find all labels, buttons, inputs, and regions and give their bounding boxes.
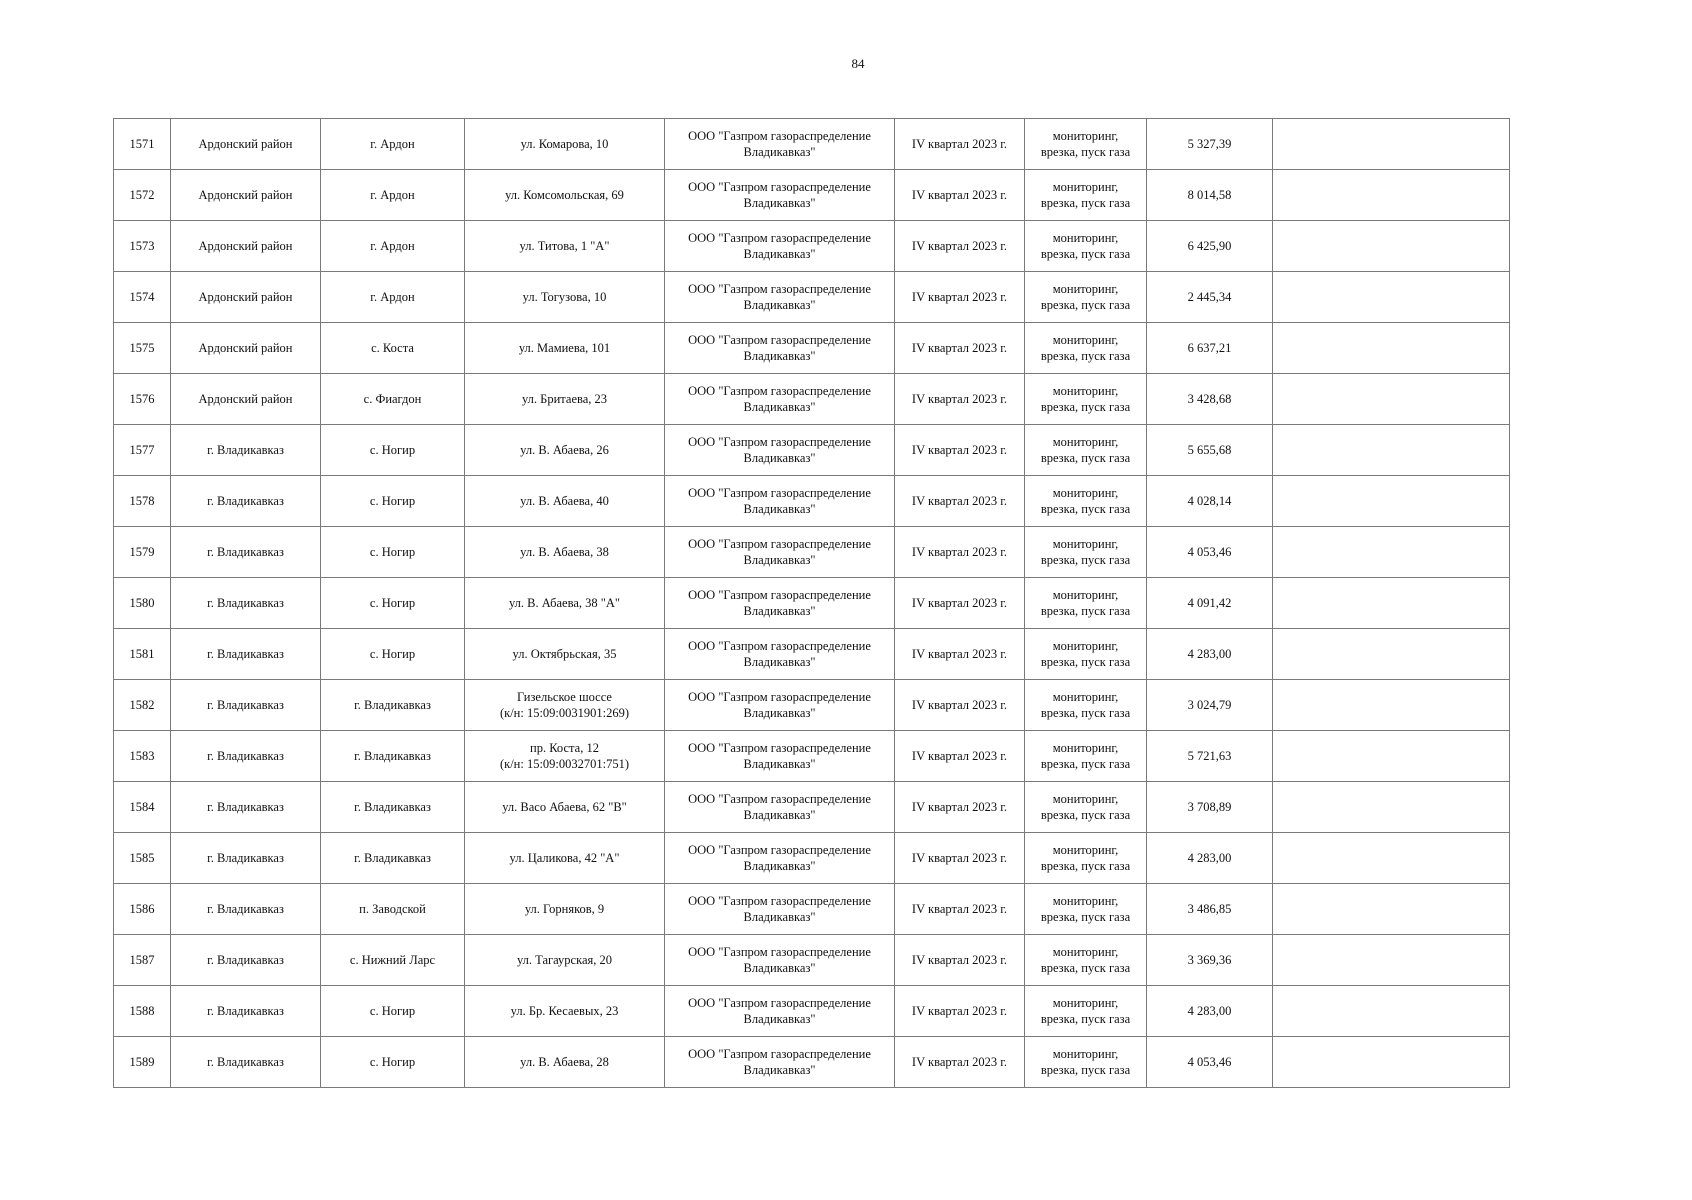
work-type-line-2: врезка, пуск газа	[1040, 910, 1131, 924]
settlement-cell: с. Ногир	[321, 1037, 465, 1088]
work-type-line-2: врезка, пуск газа	[1040, 298, 1131, 312]
district-cell: г. Владикавказ	[171, 986, 321, 1037]
work-type-line-1: мониторинг,	[1052, 180, 1119, 194]
work-type-line-1: мониторинг,	[1052, 384, 1119, 398]
organization-line-1: ООО "Газпром газораспределение	[688, 588, 871, 602]
period-cell: IV квартал 2023 г.	[895, 578, 1025, 629]
empty-cell	[1273, 374, 1510, 425]
work-type-line-1: мониторинг,	[1052, 741, 1119, 755]
table-row	[114, 578, 1510, 629]
amount-cell: 4 283,00	[1147, 833, 1273, 884]
row-number-cell: 1575	[114, 323, 171, 374]
period-cell: IV квартал 2023 г.	[895, 374, 1025, 425]
settlement-cell: г. Владикавказ	[321, 680, 465, 731]
empty-cell	[1273, 680, 1510, 731]
table-row	[114, 782, 1510, 833]
amount-cell: 4 283,00	[1147, 629, 1273, 680]
address-line: ул. Комсомольская, 69	[505, 188, 624, 202]
district-cell: Ардонский район	[171, 374, 321, 425]
table-row	[114, 986, 1510, 1037]
table-row	[114, 527, 1510, 578]
amount-cell: 6 425,90	[1147, 221, 1273, 272]
district-cell: г. Владикавказ	[171, 884, 321, 935]
address-cell	[465, 578, 665, 629]
work-type-line-1: мониторинг,	[1052, 129, 1119, 143]
organization-line-1: ООО "Газпром газораспределение	[688, 231, 871, 245]
row-number-cell: 1571	[114, 119, 171, 170]
work-type-cell	[1025, 476, 1147, 527]
amount-cell: 3 708,89	[1147, 782, 1273, 833]
empty-cell	[1273, 578, 1510, 629]
address-line: ул. В. Абаева, 40	[520, 494, 609, 508]
work-type-line-1: мониторинг,	[1052, 537, 1119, 551]
work-type-line-1: мониторинг,	[1052, 588, 1119, 602]
address-cell	[465, 935, 665, 986]
row-number-cell: 1580	[114, 578, 171, 629]
organization-line-2: Владикавказ"	[743, 961, 816, 975]
organization-cell	[665, 884, 895, 935]
settlement-cell: с. Нижний Ларс	[321, 935, 465, 986]
work-type-cell	[1025, 578, 1147, 629]
amount-cell: 3 486,85	[1147, 884, 1273, 935]
organization-line-1: ООО "Газпром газораспределение	[688, 384, 871, 398]
district-cell: г. Владикавказ	[171, 680, 321, 731]
amount-cell: 3 428,68	[1147, 374, 1273, 425]
settlement-cell: с. Ногир	[321, 629, 465, 680]
empty-cell	[1273, 476, 1510, 527]
empty-cell	[1273, 221, 1510, 272]
address-line: ул. Бритаева, 23	[521, 392, 608, 406]
work-type-line-2: врезка, пуск газа	[1040, 247, 1131, 261]
amount-cell: 4 053,46	[1147, 1037, 1273, 1088]
row-number-cell: 1573	[114, 221, 171, 272]
address-line: ул. В. Абаева, 38 "А"	[508, 596, 621, 610]
period-cell: IV квартал 2023 г.	[895, 119, 1025, 170]
period-cell: IV квартал 2023 г.	[895, 323, 1025, 374]
address-line: ул. В. Абаева, 38	[520, 545, 609, 559]
table-row	[114, 833, 1510, 884]
organization-cell	[665, 425, 895, 476]
empty-cell	[1273, 629, 1510, 680]
organization-line-1: ООО "Газпром газораспределение	[688, 690, 871, 704]
address-cell	[465, 1037, 665, 1088]
amount-cell: 4 283,00	[1147, 986, 1273, 1037]
work-type-cell	[1025, 833, 1147, 884]
address-line: ул. Тогузова, 10	[522, 290, 607, 304]
organization-cell	[665, 731, 895, 782]
organization-line-1: ООО "Газпром газораспределение	[688, 894, 871, 908]
period-cell: IV квартал 2023 г.	[895, 272, 1025, 323]
empty-cell	[1273, 731, 1510, 782]
empty-cell	[1273, 782, 1510, 833]
settlement-cell: с. Ногир	[321, 425, 465, 476]
settlement-cell: г. Ардон	[321, 170, 465, 221]
row-number-cell: 1588	[114, 986, 171, 1037]
settlement-cell: г. Владикавказ	[321, 731, 465, 782]
row-number-cell: 1584	[114, 782, 171, 833]
organization-line-2: Владикавказ"	[743, 706, 816, 720]
address-cell	[465, 833, 665, 884]
period-cell: IV квартал 2023 г.	[895, 1037, 1025, 1088]
organization-cell	[665, 782, 895, 833]
organization-cell	[665, 119, 895, 170]
amount-cell: 5 721,63	[1147, 731, 1273, 782]
organization-cell	[665, 272, 895, 323]
organization-cell	[665, 476, 895, 527]
organization-line-1: ООО "Газпром газораспределение	[688, 843, 871, 857]
work-type-line-1: мониторинг,	[1052, 690, 1119, 704]
district-cell: г. Владикавказ	[171, 782, 321, 833]
district-cell: г. Владикавказ	[171, 935, 321, 986]
work-type-line-1: мониторинг,	[1052, 231, 1119, 245]
organization-line-1: ООО "Газпром газораспределение	[688, 945, 871, 959]
district-cell: Ардонский район	[171, 221, 321, 272]
organization-line-2: Владикавказ"	[743, 655, 816, 669]
row-number-cell: 1579	[114, 527, 171, 578]
organization-line-1: ООО "Газпром газораспределение	[688, 1047, 871, 1061]
work-type-cell	[1025, 884, 1147, 935]
work-type-line-1: мониторинг,	[1052, 639, 1119, 653]
period-cell: IV квартал 2023 г.	[895, 629, 1025, 680]
organization-line-2: Владикавказ"	[743, 757, 816, 771]
work-type-line-2: врезка, пуск газа	[1040, 349, 1131, 363]
work-type-line-1: мониторинг,	[1052, 435, 1119, 449]
address-cell	[465, 527, 665, 578]
amount-cell: 2 445,34	[1147, 272, 1273, 323]
address-cell	[465, 476, 665, 527]
work-type-line-2: врезка, пуск газа	[1040, 604, 1131, 618]
amount-cell: 6 637,21	[1147, 323, 1273, 374]
empty-cell	[1273, 935, 1510, 986]
address-line: ул. Бр. Кесаевых, 23	[510, 1004, 619, 1018]
organization-cell	[665, 170, 895, 221]
organization-line-2: Владикавказ"	[743, 553, 816, 567]
organization-line-2: Владикавказ"	[743, 502, 816, 516]
address-line: ул. Тагаурская, 20	[516, 953, 613, 967]
address-line: ул. Васо Абаева, 62 "В"	[502, 800, 627, 814]
organization-line-1: ООО "Газпром газораспределение	[688, 639, 871, 653]
address-line: Гизельское шоссе	[517, 690, 612, 704]
empty-cell	[1273, 833, 1510, 884]
table-row	[114, 221, 1510, 272]
row-number-cell: 1589	[114, 1037, 171, 1088]
organization-line-2: Владикавказ"	[743, 247, 816, 261]
district-cell: г. Владикавказ	[171, 731, 321, 782]
organization-cell	[665, 833, 895, 884]
work-type-cell	[1025, 782, 1147, 833]
organization-line-2: Владикавказ"	[743, 808, 816, 822]
work-type-line-1: мониторинг,	[1052, 282, 1119, 296]
table-row	[114, 170, 1510, 221]
organization-cell	[665, 1037, 895, 1088]
work-type-line-1: мониторинг,	[1052, 1047, 1119, 1061]
empty-cell	[1273, 272, 1510, 323]
work-type-cell	[1025, 170, 1147, 221]
empty-cell	[1273, 170, 1510, 221]
empty-cell	[1273, 1037, 1510, 1088]
table-row	[114, 374, 1510, 425]
organization-line-1: ООО "Газпром газораспределение	[688, 435, 871, 449]
work-type-cell	[1025, 272, 1147, 323]
row-number-cell: 1574	[114, 272, 171, 323]
address-line: ул. Титова, 1 "А"	[519, 239, 610, 253]
work-type-line-2: врезка, пуск газа	[1040, 1063, 1131, 1077]
address-line: ул. Комарова, 10	[520, 137, 609, 151]
organization-cell	[665, 680, 895, 731]
amount-cell: 4 053,46	[1147, 527, 1273, 578]
address-cell	[465, 272, 665, 323]
organization-cell	[665, 629, 895, 680]
row-number-cell: 1578	[114, 476, 171, 527]
table-row	[114, 935, 1510, 986]
work-type-cell	[1025, 935, 1147, 986]
work-type-cell	[1025, 680, 1147, 731]
amount-cell: 3 024,79	[1147, 680, 1273, 731]
organization-cell	[665, 323, 895, 374]
settlement-cell: с. Ногир	[321, 527, 465, 578]
organization-line-2: Владикавказ"	[743, 298, 816, 312]
settlement-cell: г. Ардон	[321, 221, 465, 272]
organization-cell	[665, 935, 895, 986]
work-type-line-1: мониторинг,	[1052, 792, 1119, 806]
work-type-line-2: врезка, пуск газа	[1040, 706, 1131, 720]
work-type-line-2: врезка, пуск газа	[1040, 655, 1131, 669]
period-cell: IV квартал 2023 г.	[895, 170, 1025, 221]
work-type-cell	[1025, 119, 1147, 170]
address-cell	[465, 170, 665, 221]
row-number-cell: 1576	[114, 374, 171, 425]
work-type-cell	[1025, 323, 1147, 374]
table-row	[114, 884, 1510, 935]
settlement-cell: г. Владикавказ	[321, 782, 465, 833]
table-row	[114, 323, 1510, 374]
settlement-cell: с. Ногир	[321, 986, 465, 1037]
gas-connection-registry-table	[113, 118, 1510, 1088]
amount-cell: 5 655,68	[1147, 425, 1273, 476]
work-type-line-2: врезка, пуск газа	[1040, 553, 1131, 567]
row-number-cell: 1586	[114, 884, 171, 935]
organization-line-2: Владикавказ"	[743, 604, 816, 618]
address-cell	[465, 425, 665, 476]
empty-cell	[1273, 425, 1510, 476]
table-row	[114, 425, 1510, 476]
address-line: ул. Горняков, 9	[524, 902, 605, 916]
settlement-cell: г. Ардон	[321, 272, 465, 323]
address-cell	[465, 119, 665, 170]
work-type-line-2: врезка, пуск газа	[1040, 451, 1131, 465]
amount-cell: 3 369,36	[1147, 935, 1273, 986]
period-cell: IV квартал 2023 г.	[895, 782, 1025, 833]
address-cell	[465, 782, 665, 833]
address-line: ул. Октябрьская, 35	[512, 647, 617, 661]
page-number: 84	[851, 56, 865, 71]
period-cell: IV квартал 2023 г.	[895, 680, 1025, 731]
work-type-line-2: врезка, пуск газа	[1040, 196, 1131, 210]
settlement-cell: с. Фиагдон	[321, 374, 465, 425]
organization-line-2: Владикавказ"	[743, 196, 816, 210]
period-cell: IV квартал 2023 г.	[895, 884, 1025, 935]
organization-line-1: ООО "Газпром газораспределение	[688, 996, 871, 1010]
amount-cell: 8 014,58	[1147, 170, 1273, 221]
organization-line-1: ООО "Газпром газораспределение	[688, 129, 871, 143]
organization-line-2: Владикавказ"	[743, 400, 816, 414]
district-cell: г. Владикавказ	[171, 1037, 321, 1088]
row-number-cell: 1585	[114, 833, 171, 884]
district-cell: Ардонский район	[171, 272, 321, 323]
empty-cell	[1273, 119, 1510, 170]
address-cell	[465, 374, 665, 425]
organization-cell	[665, 578, 895, 629]
organization-cell	[665, 527, 895, 578]
organization-line-1: ООО "Газпром газораспределение	[688, 333, 871, 347]
period-cell: IV квартал 2023 г.	[895, 833, 1025, 884]
district-cell: Ардонский район	[171, 170, 321, 221]
empty-cell	[1273, 986, 1510, 1037]
work-type-line-1: мониторинг,	[1052, 486, 1119, 500]
table-row	[114, 680, 1510, 731]
district-cell: г. Владикавказ	[171, 527, 321, 578]
table-body	[114, 119, 1510, 1088]
organization-line-1: ООО "Газпром газораспределение	[688, 486, 871, 500]
work-type-line-1: мониторинг,	[1052, 843, 1119, 857]
organization-line-2: Владикавказ"	[743, 1063, 816, 1077]
amount-cell: 4 091,42	[1147, 578, 1273, 629]
work-type-line-2: врезка, пуск газа	[1040, 1012, 1131, 1026]
work-type-cell	[1025, 1037, 1147, 1088]
row-number-cell: 1577	[114, 425, 171, 476]
address-line: ул. В. Абаева, 28	[520, 1055, 609, 1069]
work-type-cell	[1025, 986, 1147, 1037]
organization-line-2: Владикавказ"	[743, 145, 816, 159]
empty-cell	[1273, 884, 1510, 935]
row-number-cell: 1582	[114, 680, 171, 731]
settlement-cell: с. Коста	[321, 323, 465, 374]
organization-line-2: Владикавказ"	[743, 349, 816, 363]
table-row	[114, 272, 1510, 323]
work-type-cell	[1025, 425, 1147, 476]
row-number-cell: 1587	[114, 935, 171, 986]
address-cadastral-line: (к/н: 15:09:0031901:269)	[499, 706, 630, 720]
address-line: ул. Цаликова, 42 "А"	[509, 851, 620, 865]
table-row	[114, 1037, 1510, 1088]
row-number-cell: 1572	[114, 170, 171, 221]
district-cell: г. Владикавказ	[171, 425, 321, 476]
address-line: ул. В. Абаева, 26	[520, 443, 609, 457]
organization-line-2: Владикавказ"	[743, 859, 816, 873]
organization-line-1: ООО "Газпром газораспределение	[688, 180, 871, 194]
settlement-cell: г. Ардон	[321, 119, 465, 170]
work-type-line-1: мониторинг,	[1052, 333, 1119, 347]
amount-cell: 4 028,14	[1147, 476, 1273, 527]
settlement-cell: с. Ногир	[321, 476, 465, 527]
organization-cell	[665, 374, 895, 425]
period-cell: IV квартал 2023 г.	[895, 527, 1025, 578]
address-cell	[465, 323, 665, 374]
organization-line-2: Владикавказ"	[743, 1012, 816, 1026]
table-row	[114, 119, 1510, 170]
period-cell: IV квартал 2023 г.	[895, 986, 1025, 1037]
work-type-line-2: врезка, пуск газа	[1040, 961, 1131, 975]
work-type-line-1: мониторинг,	[1052, 945, 1119, 959]
work-type-line-2: врезка, пуск газа	[1040, 859, 1131, 873]
work-type-cell	[1025, 221, 1147, 272]
work-type-line-1: мониторинг,	[1052, 894, 1119, 908]
table-row	[114, 476, 1510, 527]
district-cell: г. Владикавказ	[171, 629, 321, 680]
organization-line-1: ООО "Газпром газораспределение	[688, 792, 871, 806]
settlement-cell: г. Владикавказ	[321, 833, 465, 884]
district-cell: г. Владикавказ	[171, 833, 321, 884]
organization-line-1: ООО "Газпром газораспределение	[688, 537, 871, 551]
district-cell: Ардонский район	[171, 323, 321, 374]
address-cell	[465, 680, 665, 731]
period-cell: IV квартал 2023 г.	[895, 731, 1025, 782]
address-cell	[465, 884, 665, 935]
row-number-cell: 1581	[114, 629, 171, 680]
table-row	[114, 731, 1510, 782]
organization-cell	[665, 221, 895, 272]
settlement-cell: п. Заводской	[321, 884, 465, 935]
work-type-line-2: врезка, пуск газа	[1040, 808, 1131, 822]
work-type-cell	[1025, 629, 1147, 680]
period-cell: IV квартал 2023 г.	[895, 476, 1025, 527]
district-cell: г. Владикавказ	[171, 476, 321, 527]
work-type-cell	[1025, 527, 1147, 578]
address-line: пр. Коста, 12	[530, 741, 599, 755]
address-cell	[465, 221, 665, 272]
address-line: ул. Мамиева, 101	[518, 341, 611, 355]
organization-line-2: Владикавказ"	[743, 451, 816, 465]
work-type-line-2: врезка, пуск газа	[1040, 502, 1131, 516]
work-type-cell	[1025, 731, 1147, 782]
period-cell: IV квартал 2023 г.	[895, 935, 1025, 986]
organization-line-1: ООО "Газпром газораспределение	[688, 282, 871, 296]
work-type-line-1: мониторинг,	[1052, 996, 1119, 1010]
row-number-cell: 1583	[114, 731, 171, 782]
address-cell	[465, 986, 665, 1037]
empty-cell	[1273, 323, 1510, 374]
address-cadastral-line: (к/н: 15:09:0032701:751)	[499, 757, 630, 771]
empty-cell	[1273, 527, 1510, 578]
period-cell: IV квартал 2023 г.	[895, 221, 1025, 272]
table-row	[114, 629, 1510, 680]
work-type-cell	[1025, 374, 1147, 425]
address-cell	[465, 731, 665, 782]
address-cell	[465, 629, 665, 680]
work-type-line-2: врезка, пуск газа	[1040, 757, 1131, 771]
district-cell: г. Владикавказ	[171, 578, 321, 629]
work-type-line-2: врезка, пуск газа	[1040, 400, 1131, 414]
work-type-line-2: врезка, пуск газа	[1040, 145, 1131, 159]
period-cell: IV квартал 2023 г.	[895, 425, 1025, 476]
organization-cell	[665, 986, 895, 1037]
settlement-cell: с. Ногир	[321, 578, 465, 629]
organization-line-1: ООО "Газпром газораспределение	[688, 741, 871, 755]
organization-line-2: Владикавказ"	[743, 910, 816, 924]
amount-cell: 5 327,39	[1147, 119, 1273, 170]
district-cell: Ардонский район	[171, 119, 321, 170]
